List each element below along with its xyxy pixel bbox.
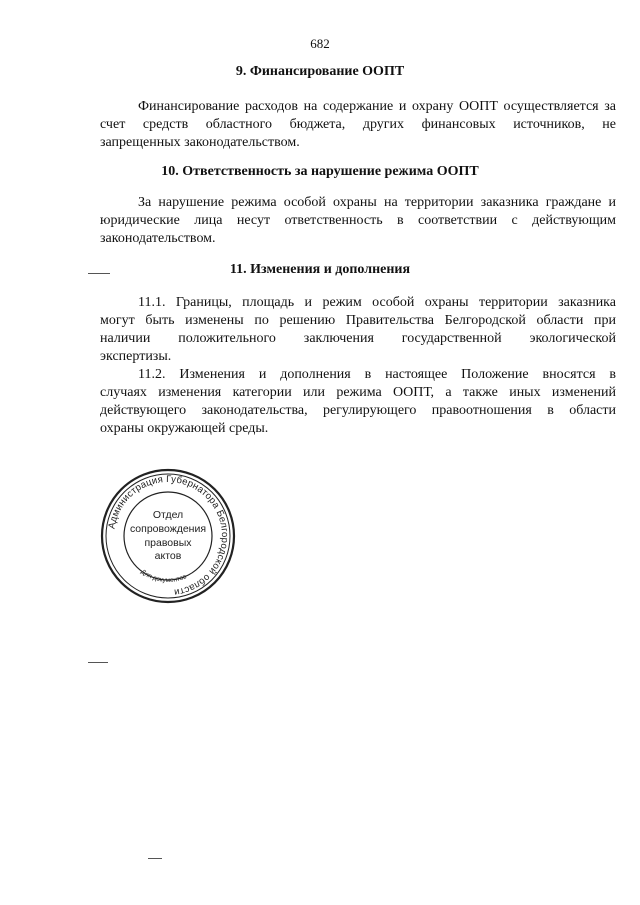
section-11-paragraph-1 <box>100 294 616 366</box>
text-line: случаях изменения категории или режима ООПТ, а также иных изменений <box>100 385 616 400</box>
text-line: счет средств областного бюджета, других финансовых источников, не <box>100 117 616 132</box>
text-line: могут быть изменены по решению Правительства Белгородской области при <box>100 313 616 328</box>
page-number: 682 <box>310 36 330 51</box>
section-10-paragraph <box>100 194 616 248</box>
svg-text:Для документов: Для документов <box>139 568 188 585</box>
scan-mark <box>88 662 108 663</box>
svg-text:Администрация Губернатора Белг: Администрация Губернатора Белгородской области <box>106 473 231 598</box>
stamp-seal-icon <box>100 468 236 604</box>
official-stamp <box>100 468 236 604</box>
scan-mark <box>88 273 110 274</box>
section-11-heading: 11. Изменения и дополнения <box>229 262 411 277</box>
section-11-paragraph-2 <box>100 366 616 438</box>
text-line: 11.1. Границы, площадь и режим особой охраны территории заказника <box>138 295 616 310</box>
text-line: наличии положительного заключения государственной экологической <box>100 331 616 346</box>
section-9-heading: 9. Финансирование ООПТ <box>235 64 405 79</box>
text-line: законодательством. <box>100 231 216 246</box>
svg-text:сопровождения: сопровождения <box>129 523 207 535</box>
section-10-heading: 10. Ответственность за нарушение режима ООПТ <box>161 164 479 179</box>
svg-text:правовых: правовых <box>144 537 192 549</box>
text-line: 11.2. Изменения и дополнения в настоящее Положение вносятся в <box>138 367 616 382</box>
text-line: Финансирование расходов на содержание и охрану ООПТ осуществляется за <box>138 99 616 114</box>
svg-text:Отдел: Отдел <box>152 509 184 521</box>
text-line: охраны окружающей среды. <box>100 421 269 436</box>
section-9-paragraph <box>100 98 616 152</box>
text-line: За нарушение режима особой охраны на территории заказника граждане и <box>138 195 616 210</box>
text-line: действующего законодательства, регулирующего правоотношения в области <box>100 403 616 418</box>
scan-mark <box>148 858 162 859</box>
text-line: экспертизы. <box>100 349 172 364</box>
text-line: юридические лица несут ответственность в соответствии с действующим <box>100 213 616 228</box>
svg-text:актов: актов <box>154 550 182 562</box>
text-line: запрещенных законодательством. <box>100 135 300 150</box>
